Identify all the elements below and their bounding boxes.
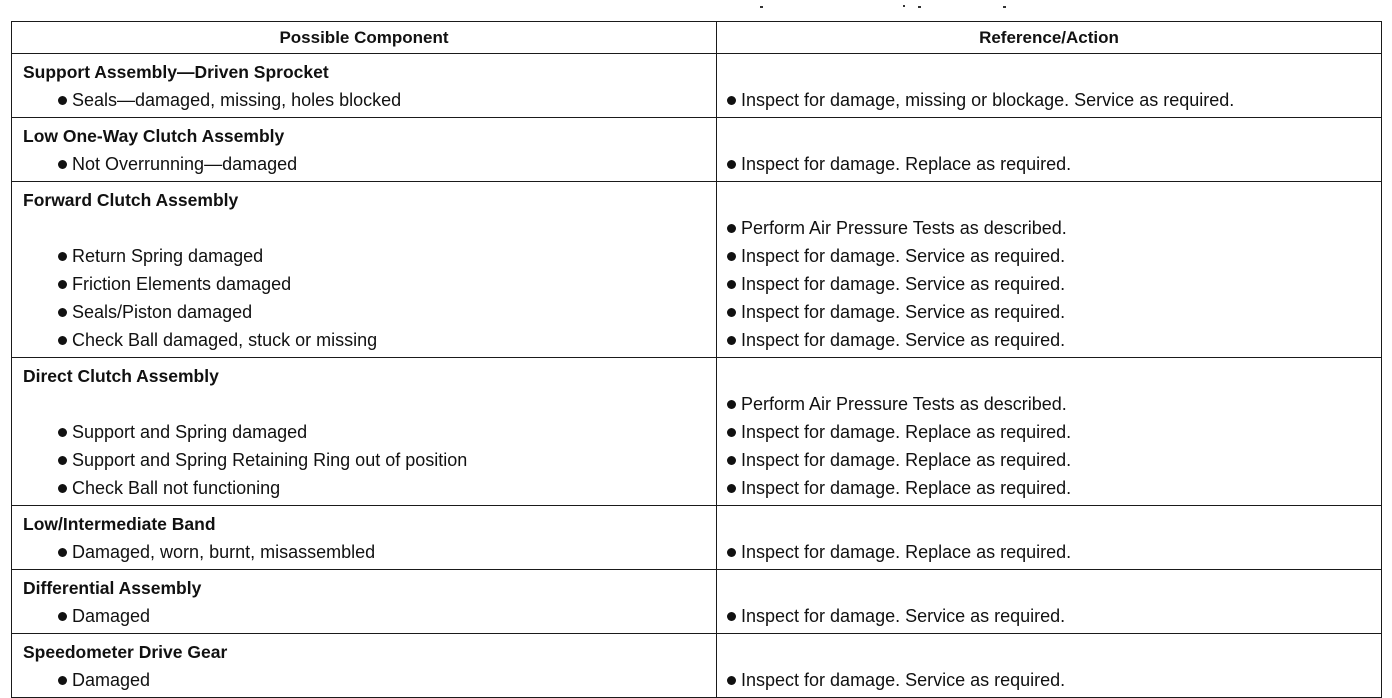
group-title: Differential Assembly xyxy=(23,578,202,598)
action-cell xyxy=(717,182,1382,358)
component-text: Damaged xyxy=(72,670,151,690)
bullet-icon xyxy=(727,160,736,169)
action-text: Inspect for damage. Service as required. xyxy=(741,246,1066,266)
group-title: Support Assembly—Driven Sprocket xyxy=(23,62,329,82)
component-item xyxy=(12,270,716,298)
component-cell xyxy=(12,358,717,506)
action-text: Inspect for damage. Service as required. xyxy=(741,274,1066,294)
scan-specks xyxy=(0,0,1392,20)
action-item xyxy=(717,326,1381,354)
group-title: Low One-Way Clutch Assembly xyxy=(23,126,285,146)
action-cell xyxy=(717,118,1382,182)
component-text: Damaged, worn, burnt, misassembled xyxy=(72,542,376,562)
bullet-icon xyxy=(727,308,736,317)
header-reference-action: Reference/Action xyxy=(717,22,1382,54)
bullet-icon xyxy=(58,252,67,261)
component-item xyxy=(12,666,716,694)
action-text: Perform Air Pressure Tests as described. xyxy=(741,218,1067,238)
action-item xyxy=(717,390,1381,418)
table-row xyxy=(12,358,1382,506)
action-text: Inspect for damage, missing or blockage. Service as required. xyxy=(741,90,1235,110)
component-item xyxy=(12,474,716,502)
component-item xyxy=(12,150,716,178)
action-item xyxy=(717,270,1381,298)
bullet-icon xyxy=(727,676,736,685)
action-text: Inspect for damage. Replace as required. xyxy=(741,450,1072,470)
action-item xyxy=(717,666,1381,694)
action-text: Inspect for damage. Replace as required. xyxy=(741,154,1072,174)
group-title: Speedometer Drive Gear xyxy=(23,642,228,662)
action-text: Inspect for damage. Service as required. xyxy=(741,670,1066,690)
action-cell xyxy=(717,506,1382,570)
bullet-icon xyxy=(58,96,67,105)
action-text: Inspect for damage. Service as required. xyxy=(741,302,1066,322)
component-item xyxy=(12,538,716,566)
table-row xyxy=(12,570,1382,634)
bullet-icon xyxy=(58,548,67,557)
component-text: Return Spring damaged xyxy=(72,246,264,266)
component-cell xyxy=(12,182,717,358)
action-text: Inspect for damage. Replace as required. xyxy=(741,422,1072,442)
action-item xyxy=(717,418,1381,446)
component-text: Support and Spring damaged xyxy=(72,422,308,442)
action-cell xyxy=(717,570,1382,634)
table-row xyxy=(12,506,1382,570)
bullet-icon xyxy=(727,224,736,233)
bullet-icon xyxy=(58,676,67,685)
table-row xyxy=(12,634,1382,698)
component-text: Check Ball damaged, stuck or missing xyxy=(72,330,378,350)
action-item xyxy=(717,602,1381,630)
component-text: Seals/Piston damaged xyxy=(72,302,253,322)
action-text: Inspect for damage. Replace as required. xyxy=(741,542,1072,562)
action-text: Inspect for damage. Service as required. xyxy=(741,330,1066,350)
component-text: Damaged xyxy=(72,606,151,626)
component-text: Seals—damaged, missing, holes blocked xyxy=(72,90,402,110)
bullet-icon xyxy=(58,308,67,317)
bullet-icon xyxy=(727,484,736,493)
bullet-icon xyxy=(58,336,67,345)
component-cell xyxy=(12,54,717,118)
action-item xyxy=(717,150,1381,178)
group-title: Low/Intermediate Band xyxy=(23,514,216,534)
table-row xyxy=(12,54,1382,118)
component-item xyxy=(12,242,716,270)
action-cell xyxy=(717,358,1382,506)
component-cell xyxy=(12,118,717,182)
bullet-icon xyxy=(58,160,67,169)
action-text: Inspect for damage. Replace as required. xyxy=(741,478,1072,498)
action-item xyxy=(717,538,1381,566)
bullet-icon xyxy=(727,428,736,437)
bullet-icon xyxy=(727,548,736,557)
table-body xyxy=(12,54,1382,698)
action-item xyxy=(717,242,1381,270)
component-text: Check Ball not functioning xyxy=(72,478,281,498)
component-text: Support and Spring Retaining Ring out of position xyxy=(72,450,468,470)
component-text: Not Overrunning—damaged xyxy=(72,154,298,174)
table-row xyxy=(12,182,1382,358)
action-cell xyxy=(717,54,1382,118)
bullet-icon xyxy=(727,96,736,105)
bullet-icon xyxy=(58,456,67,465)
action-item xyxy=(717,298,1381,326)
component-cell xyxy=(12,506,717,570)
bullet-icon xyxy=(58,428,67,437)
table-row xyxy=(12,118,1382,182)
component-cell xyxy=(12,634,717,698)
action-text: Inspect for damage. Service as required. xyxy=(741,606,1066,626)
action-text: Perform Air Pressure Tests as described. xyxy=(741,394,1067,414)
action-cell xyxy=(717,634,1382,698)
component-item xyxy=(12,418,716,446)
bullet-icon xyxy=(58,612,67,621)
component-cell xyxy=(12,570,717,634)
action-item xyxy=(717,214,1381,242)
bullet-icon xyxy=(727,612,736,621)
bullet-icon xyxy=(58,484,67,493)
bullet-icon xyxy=(727,252,736,261)
diagnosis-table xyxy=(11,21,1382,698)
component-item xyxy=(12,602,716,630)
group-title: Direct Clutch Assembly xyxy=(23,366,219,386)
group-title: Forward Clutch Assembly xyxy=(23,190,239,210)
component-item xyxy=(12,86,716,114)
header-possible-component: Possible Component xyxy=(12,22,717,54)
action-item xyxy=(717,446,1381,474)
bullet-icon xyxy=(727,456,736,465)
component-item xyxy=(12,326,716,354)
bullet-icon xyxy=(58,280,67,289)
bullet-icon xyxy=(727,280,736,289)
bullet-icon xyxy=(727,336,736,345)
component-text: Friction Elements damaged xyxy=(72,274,292,294)
component-item xyxy=(12,298,716,326)
header-row xyxy=(12,22,1382,54)
bullet-icon xyxy=(727,400,736,409)
action-item xyxy=(717,86,1381,114)
component-item xyxy=(12,446,716,474)
action-item xyxy=(717,474,1381,502)
